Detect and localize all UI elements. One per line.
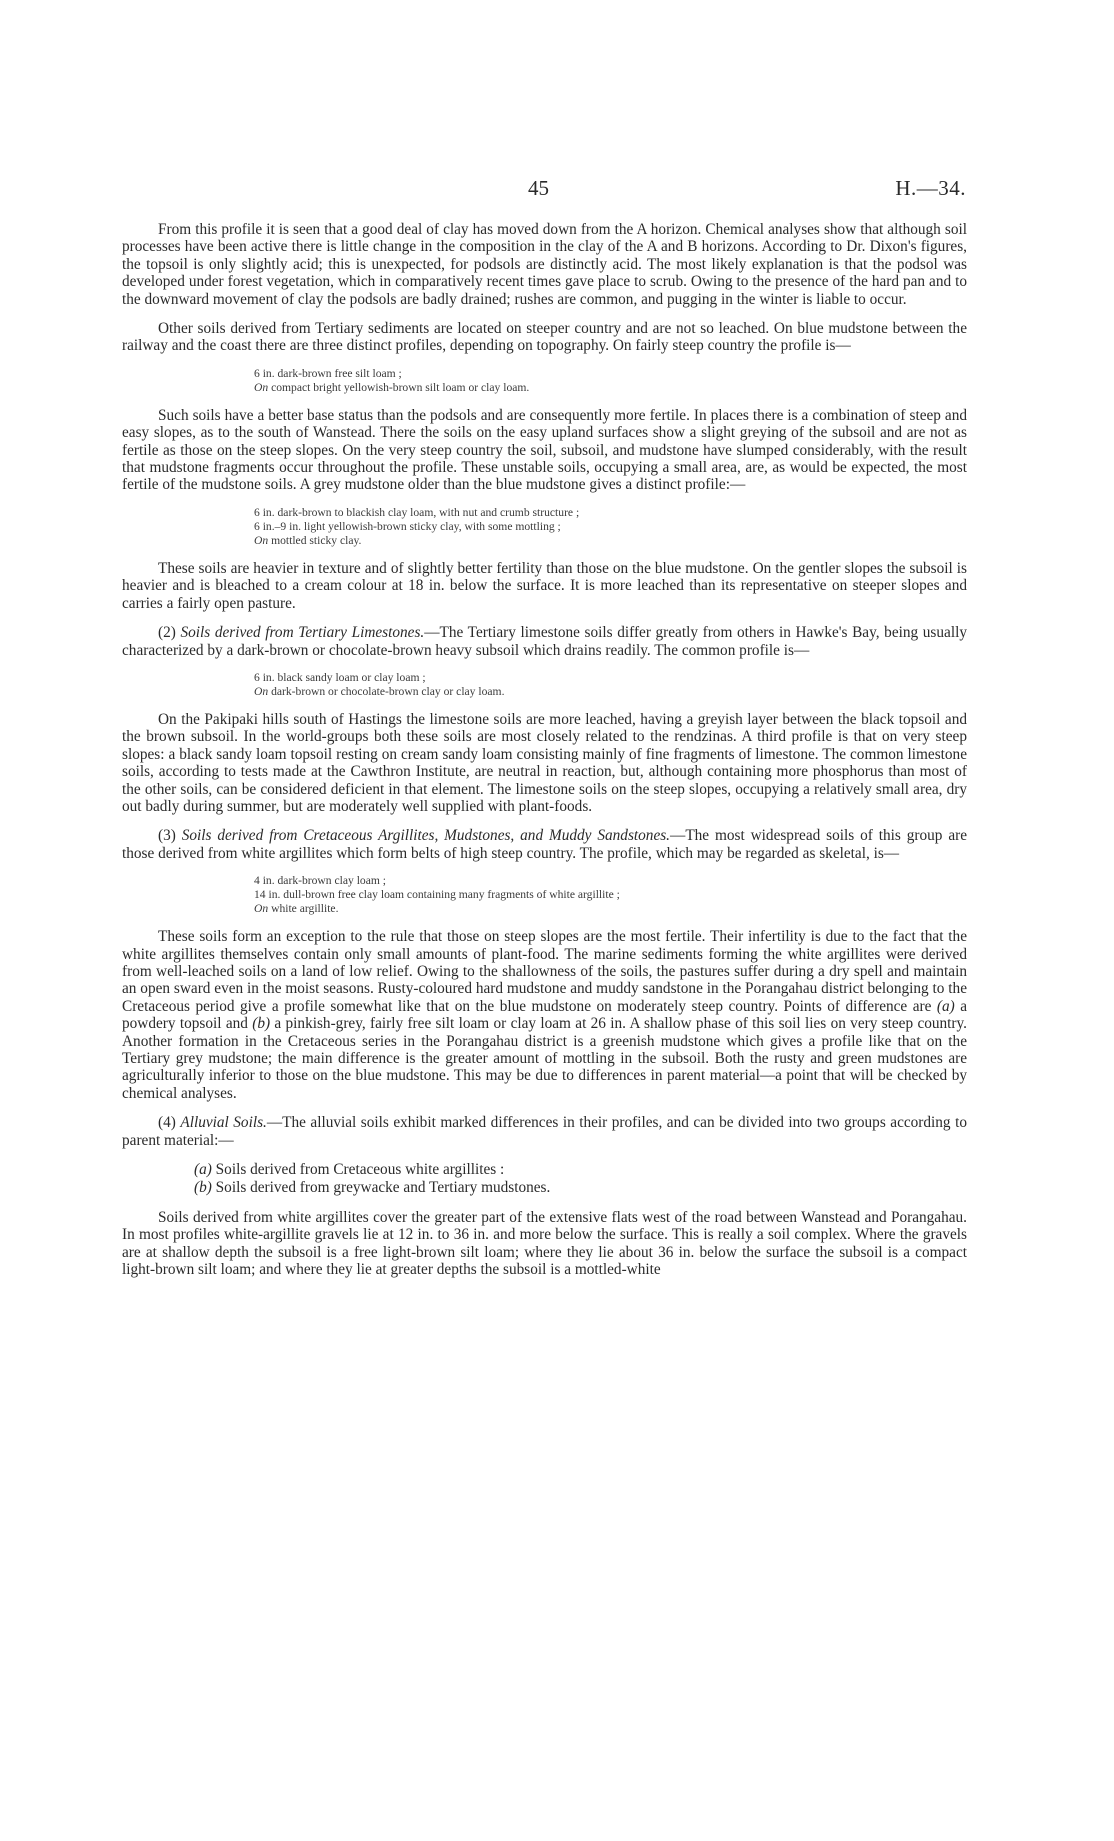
profile-grey-mudstone: [122, 506, 967, 548]
page-header: [0, 176, 1114, 206]
profile-white-argillite: [122, 874, 967, 916]
profile-limestone: [122, 671, 967, 699]
paragraph-heavier-texture: These soils are heavier in texture and of slightly better fertility than those on the blue mudstone. On the gentler slopes the subsoil is heavier and is bleached to a cream colour at 18 in. below the surface. It is more leached than its representative on steeper slopes and carries a fairly open pasture.: [122, 559, 967, 612]
profile-line: 6 in. dark-brown to blackish clay loam, with nut and crumb structure ;: [254, 505, 580, 519]
paragraph-steep-slope-exception: These soils form an exception to the rule that those on steep slopes are the most fertile. Their infertility is due to the fact that the white argillites themselves contain only small amounts of plant-food. The marine sediments forming the white argillites were derived from well-leached soils on a land of low relief. Owing to the shallowness of the soils, the pastures suffer during a dry spell and maintain an open sward even in the moist seasons. Rusty-coloured hard mudstone and muddy sandstone in the Porangahau district belonging to the Cretaceous period give a profile somewhat like that on the blue mudstone on moderately steep country. Points of difference are (a) a powdery topsoil and (b) a pinkish-grey, fairly free silt loam or clay loam at 26 in. A shallow phase of this soil lies on very steep country. Another formation in the Cretaceous series in the Porangahau district is a greenish mudstone which gives a profile like that on the Tertiary grey mudstone; the main difference is the greater amount of mottling in the subsoil. Both the rusty and green mudstones are agriculturally inferior to those on the blue mudstone. This may be due to differences in parent material—a point that will be checked by chemical analyses.: [122, 928, 968, 1102]
paragraph-base-status: Such soils have a better base status than the podsols and are consequently more fertile. In places there is a combination of steep and easy slopes, as to the south of Wanstead. There the soils on the easy upland surfaces show a slight greying of the subsoil and are not as fertile as those on the steep slopes. On the very steep country the soil, subsoil, and mudstone have slumped considerably, with the result that mudstone fragments occur throughout the profile. These unstable soils, occupying a small area, are, as would be expected, the most fertile of the mudstone soils. A grey mudstone older than the blue mudstone gives a distinct profile:—: [122, 406, 967, 494]
paragraph-pakipaki-hills: On the Pakipaki hills south of Hastings the limestone soils are more leached, having a greyish layer between the black topsoil and the brown subsoil. In the world-groups both these soils are most closely related to the rendzinas. A third profile is that on very steep slopes: a black sandy loam topsoil resting on cream sandy loam consisting mainly of fine fragments of limestone. The common limestone soils, according to tests made at the Cawthron Institute, are neutral in reaction, but, although containing more phosphorus than most of the other soils, can be considered deficient in that element. The limestone soils on the steep slopes, occupying a relatively small area, dry out badly during summer, but are moderately well supplied with plant-foods.: [122, 710, 967, 815]
page-body: [122, 221, 967, 1291]
paragraph-white-argillite-flats: Soils derived from white argillites cover the greater part of the extensive flats west of the road between Wanstead and Porangahau. In most profiles white-argillite gravels lie at 12 in. to 36 in. and more below the surface. This is really a soil complex. Where the gravels are at shallow depth the subsoil is a free light-brown silt loam; where they lie about 36 in. below the surface the subsoil is a compact light-brown silt loam; and where they lie at greater depths the subsoil is a mottled-white: [122, 1209, 967, 1279]
profile-line: On mottled sticky clay.: [254, 533, 362, 547]
profile-line: On compact bright yellowish-brown silt loam or clay loam.: [254, 380, 530, 394]
paragraph-cretaceous-argillites: (3) Soils derived from Cretaceous Argillites, Mudstones, and Muddy Sandstones.—The most widespread soils of this group are those derived from white argillites which form belts of high steep country. The profile, which may be regarded as skeletal, is—: [122, 827, 967, 862]
profile-line: 4 in. dark-brown clay loam ;: [254, 874, 387, 888]
profile-line: 6 in. black sandy loam or clay loam ;: [254, 670, 426, 684]
page-number: 45: [528, 176, 549, 200]
paragraph-alluvial-soils: (4) Alluvial Soils.—The alluvial soils exhibit marked differences in their profiles, and can be divided into two groups according to parent material:—: [122, 1114, 967, 1149]
section-heading: Soils derived from Tertiary Limestones.: [180, 624, 425, 642]
document-reference: H.—34.: [895, 176, 966, 200]
profile-line: 6 in.–9 in. light yellowish-brown sticky clay, with some mottling ;: [254, 519, 561, 533]
section-heading: Soils derived from Cretaceous Argillites, Mudstones, and Muddy Sandstones.: [181, 827, 671, 845]
profile-line: On dark-brown or chocolate-brown clay or clay loam.: [254, 684, 505, 698]
paragraph-tertiary-limestones: (2) Soils derived from Tertiary Limestones.—The Tertiary limestone soils differ greatly from others in Hawke's Bay, being usually characterized by a dark-brown or chocolate-brown heavy subsoil which drains readily. The common profile is—: [122, 624, 967, 659]
profile-line: 6 in. dark-brown free silt loam ;: [254, 366, 402, 380]
section-heading: Alluvial Soils.: [180, 1114, 267, 1132]
profile-blue-mudstone: [122, 367, 967, 395]
alluvial-groups-list: [122, 1161, 967, 1197]
paragraph-podsol-profile: From this profile it is seen that a good deal of clay has moved down from the A horizon. Chemical analyses show that although soil processes have been active there is little change in the composition in the clay of the A and B horizons. According to Dr. Dixon's figures, the topsoil is only slightly acid; this is unexpected, for podsols are distinctly acid. The most likely explanation is that the podsol was developed under forest vegetation, which in comparatively recent times gave place to scrub. Owing to the presence of the hard pan and to the downward movement of clay the podsols are badly drained; rushes are common, and pugging in the winter is liable to occur.: [122, 221, 967, 308]
profile-line: 14 in. dull-brown free clay loam containing many fragments of white argillite ;: [254, 888, 620, 902]
list-item: (b) Soils derived from greywacke and Tertiary mudstones.: [194, 1179, 551, 1197]
profile-line: On white argillite.: [254, 902, 339, 916]
list-item: (a) Soils derived from Cretaceous white argillites :: [194, 1161, 505, 1179]
paragraph-tertiary-sediments: Other soils derived from Tertiary sediments are located on steeper country and are not so leached. On blue mudstone between the railway and the coast there are three distinct profiles, depending on topography. On fairly steep country the profile is—: [122, 320, 967, 355]
